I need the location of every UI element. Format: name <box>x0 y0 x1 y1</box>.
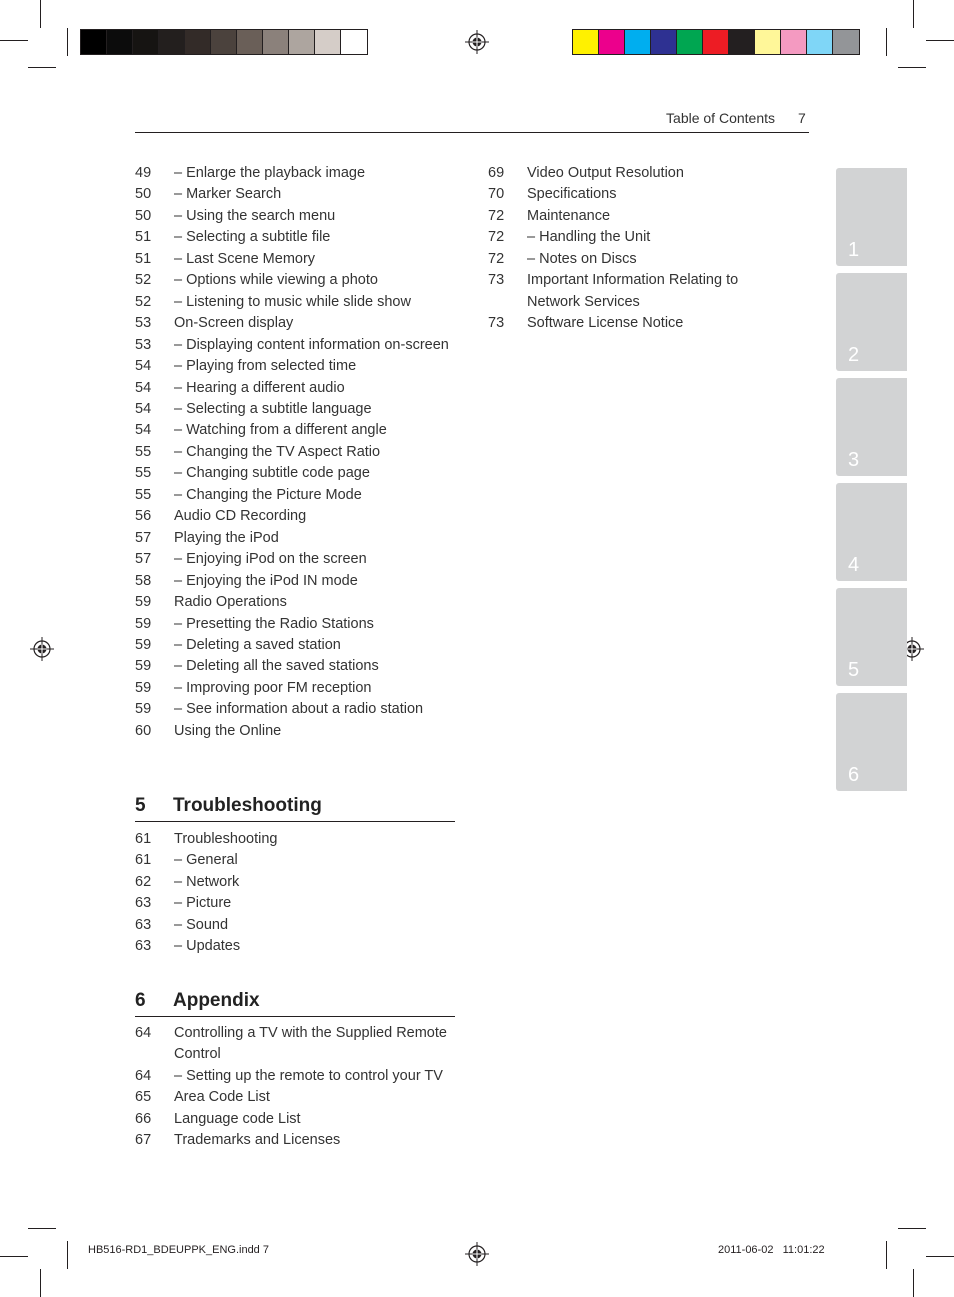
chapter-tab-4[interactable] <box>836 483 907 581</box>
toc-entry-title: Radio Operations <box>174 594 287 611</box>
toc-page-number: 59 <box>135 636 152 653</box>
crop-mark <box>40 1269 41 1297</box>
toc-entry[interactable] <box>135 1130 455 1151</box>
toc-page-number: 65 <box>135 1089 152 1106</box>
toc-entry-title: – Deleting a saved station <box>174 636 341 653</box>
crop-mark <box>40 0 41 28</box>
toc-entry-title: – Network <box>174 873 240 890</box>
toc-entry-title: – Sound <box>174 916 229 933</box>
toc-entry-title: Controlling a TV with the Supplied Remote Control <box>174 1025 447 1063</box>
toc-entry[interactable] <box>135 335 455 356</box>
toc-entry[interactable] <box>135 463 455 484</box>
crop-mark <box>886 1241 887 1269</box>
color-bar <box>572 29 860 55</box>
footer-filename: HB516-RD1_BDEUPPK_ENG.indd 7 <box>88 1244 269 1256</box>
toc-entry[interactable] <box>135 163 455 184</box>
registration-mark-icon <box>30 637 54 661</box>
toc-entry[interactable] <box>135 1087 455 1108</box>
toc-entry[interactable] <box>135 1023 455 1066</box>
registration-mark-icon <box>465 30 489 54</box>
color-swatch <box>599 30 625 54</box>
toc-entry-title: Trademarks and Licenses <box>174 1132 341 1149</box>
toc-entry[interactable] <box>135 485 455 506</box>
section-title: Appendix <box>173 990 260 1011</box>
toc-page-number: 64 <box>135 1067 152 1084</box>
color-swatch <box>133 30 159 54</box>
toc-entry-title: – Selecting a subtitle language <box>174 400 372 417</box>
toc-page-number: 63 <box>135 895 152 912</box>
toc-entry-title: – Changing the Picture Mode <box>174 486 362 503</box>
registration-mark-icon <box>465 1242 489 1266</box>
toc-entry[interactable] <box>135 656 455 677</box>
toc-entry[interactable] <box>135 420 455 441</box>
color-swatch <box>677 30 703 54</box>
toc-entry-title: Area Code List <box>174 1089 270 1106</box>
toc-page-number: 62 <box>135 873 152 890</box>
toc-entry-title: – Enjoying the iPod IN mode <box>174 572 358 589</box>
toc-page-number: 72 <box>488 207 505 224</box>
toc-entry-title: – Improving poor FM reception <box>174 679 372 696</box>
toc-page-number: 59 <box>135 658 152 675</box>
toc-page-number: 54 <box>135 358 152 375</box>
toc-page-number: 52 <box>135 272 152 289</box>
toc-entry[interactable] <box>135 1109 455 1130</box>
toc-entry-title: – Last Scene Memory <box>174 250 316 267</box>
toc-entry[interactable] <box>488 249 778 270</box>
chapter-tab-label: 4 <box>848 554 860 576</box>
toc-entry-title: – Deleting all the saved stations <box>174 658 379 675</box>
toc-section-troubleshooting <box>135 829 455 958</box>
toc-entry[interactable] <box>135 635 455 656</box>
toc-entry[interactable] <box>135 506 455 527</box>
toc-page-number: 60 <box>135 722 152 739</box>
toc-entry-title: – Playing from selected time <box>174 358 357 375</box>
toc-page-number: 66 <box>135 1110 152 1127</box>
toc-entry[interactable] <box>135 528 455 549</box>
toc-page-number: 57 <box>135 551 152 568</box>
toc-page-number: 63 <box>135 916 152 933</box>
toc-entry[interactable] <box>135 356 455 377</box>
chapter-tab-5[interactable] <box>836 588 907 686</box>
color-swatch <box>237 30 263 54</box>
toc-entry-title: Troubleshooting <box>174 831 278 847</box>
toc-page-number: 59 <box>135 701 152 718</box>
toc-entry-title: – Marker Search <box>174 186 282 203</box>
toc-entry[interactable] <box>135 614 455 635</box>
toc-page-number: 59 <box>135 594 152 611</box>
chapter-tab-label: 1 <box>848 239 860 261</box>
section-number: 5 <box>135 795 146 816</box>
toc-entry[interactable] <box>135 249 455 270</box>
crop-mark <box>926 40 954 41</box>
section-heading-troubleshooting <box>135 791 455 822</box>
crop-mark <box>0 40 28 41</box>
crop-mark <box>898 67 926 68</box>
crop-mark <box>67 28 68 56</box>
color-swatch <box>703 30 729 54</box>
section-title: Troubleshooting <box>173 795 322 816</box>
color-swatch <box>833 30 859 54</box>
toc-page-number: 61 <box>135 852 152 869</box>
color-swatch <box>107 30 133 54</box>
toc-entry[interactable] <box>488 227 778 248</box>
color-swatch <box>729 30 755 54</box>
section-heading-appendix <box>135 986 455 1017</box>
toc-page-number: 51 <box>135 250 152 267</box>
crop-mark <box>913 0 914 28</box>
toc-page-number: 50 <box>135 186 152 203</box>
grayscale-bar <box>80 29 368 55</box>
page-header-title: Table of Contents <box>666 110 775 126</box>
toc-entry-title: – Handling the Unit <box>527 229 651 246</box>
toc-page-number: 54 <box>135 379 152 396</box>
toc-page-number: 49 <box>135 165 152 181</box>
toc-entry[interactable] <box>135 592 455 613</box>
toc-entry[interactable] <box>135 872 455 893</box>
toc-entry[interactable] <box>135 850 455 871</box>
toc-page-number: 53 <box>135 315 152 332</box>
crop-mark <box>898 1228 926 1229</box>
toc-entry-title: Video Output Resolution <box>527 165 684 181</box>
toc-section-appendix <box>135 1023 455 1152</box>
crop-mark <box>28 67 56 68</box>
toc-entry[interactable] <box>488 184 778 205</box>
toc-page-number: 54 <box>135 400 152 417</box>
toc-page-number: 54 <box>135 422 152 439</box>
toc-page-number: 72 <box>488 250 505 267</box>
crop-mark <box>67 1241 68 1269</box>
toc-entry-title: – Changing subtitle code page <box>174 465 370 482</box>
toc-entry-title: Playing the iPod <box>174 529 279 546</box>
page-number: 7 <box>798 110 806 126</box>
crop-mark <box>0 1256 28 1257</box>
toc-page-number: 55 <box>135 443 152 460</box>
toc-page-number: 55 <box>135 486 152 503</box>
toc-page-number: 63 <box>135 938 152 955</box>
toc-entry[interactable] <box>135 292 455 313</box>
color-swatch <box>625 30 651 54</box>
color-swatch <box>651 30 677 54</box>
toc-entry-title: – General <box>174 852 238 869</box>
toc-page-number: 67 <box>135 1132 152 1149</box>
toc-entry-title: – Selecting a subtitle file <box>174 229 331 246</box>
toc-page-number: 55 <box>135 465 152 482</box>
toc-entry-title: – Listening to music while slide show <box>174 293 411 310</box>
toc-entry-title: – Using the search menu <box>174 207 336 224</box>
toc-entry-title: – Notes on Discs <box>527 250 637 267</box>
toc-entry-title: – Picture <box>174 895 232 912</box>
toc-page-number: 50 <box>135 207 152 224</box>
toc-entry[interactable] <box>135 270 455 291</box>
crop-mark <box>913 1269 914 1297</box>
toc-page-number: 52 <box>135 293 152 310</box>
toc-entry[interactable] <box>488 163 778 184</box>
toc-entry-title: Specifications <box>527 186 617 203</box>
toc-page-number: 59 <box>135 679 152 696</box>
toc-entry-title: – Enjoying iPod on the screen <box>174 551 367 568</box>
toc-entry[interactable] <box>135 378 455 399</box>
color-swatch <box>185 30 211 54</box>
toc-entry-title: – Presetting the Radio Stations <box>174 615 374 632</box>
toc-page-number: 56 <box>135 508 152 525</box>
toc-entry[interactable] <box>488 270 778 313</box>
toc-page-number: 72 <box>488 229 505 246</box>
toc-entry-title: Audio CD Recording <box>174 508 307 525</box>
toc-entry[interactable] <box>135 699 455 720</box>
toc-entry[interactable] <box>135 184 455 205</box>
color-swatch <box>81 30 107 54</box>
toc-entry[interactable] <box>135 1066 455 1087</box>
toc-entry-title: – Changing the TV Aspect Ratio <box>174 443 381 460</box>
toc-page-number: 64 <box>135 1025 152 1041</box>
toc-entry[interactable] <box>135 936 455 957</box>
crop-mark <box>28 1228 56 1229</box>
section-number: 6 <box>135 990 146 1011</box>
chapter-tab-label: 2 <box>848 344 860 366</box>
toc-page-number: 69 <box>488 165 505 181</box>
toc-entry[interactable] <box>135 915 455 936</box>
chapter-tab-6[interactable] <box>836 693 907 791</box>
toc-entry-title: On-Screen display <box>174 315 294 332</box>
toc-entry[interactable] <box>135 678 455 699</box>
toc-entry[interactable] <box>135 206 455 227</box>
crop-mark <box>926 1256 954 1257</box>
toc-entry-title: Maintenance <box>527 207 611 224</box>
toc-entry-title: Software License Notice <box>527 315 684 332</box>
chapter-tab-1[interactable] <box>836 168 907 266</box>
chapter-tab-label: 6 <box>848 764 860 786</box>
color-swatch <box>289 30 315 54</box>
toc-page-number: 70 <box>488 186 505 203</box>
chapter-tab-3[interactable] <box>836 378 907 476</box>
toc-entry[interactable] <box>135 399 455 420</box>
chapter-tab-label: 5 <box>848 659 860 681</box>
toc-entry-title: Using the Online <box>174 722 282 739</box>
toc-entry[interactable] <box>135 721 455 742</box>
toc-entry[interactable] <box>488 206 778 227</box>
toc-entry[interactable] <box>135 549 455 570</box>
toc-entry[interactable] <box>135 227 455 248</box>
toc-entry[interactable] <box>135 829 455 850</box>
toc-page-number: 73 <box>488 315 505 332</box>
toc-entry-title: – Displaying content information on-screen <box>174 336 449 353</box>
header-divider <box>135 132 809 133</box>
color-swatch <box>315 30 341 54</box>
toc-page-number: 57 <box>135 529 152 546</box>
toc-column-left <box>135 163 455 742</box>
toc-page-number: 58 <box>135 572 152 589</box>
color-swatch <box>807 30 833 54</box>
toc-entry[interactable] <box>135 571 455 592</box>
toc-entry[interactable] <box>135 313 455 334</box>
chapter-tab-label: 3 <box>848 449 860 471</box>
toc-entry-title: – Enlarge the playback image <box>174 165 366 181</box>
color-swatch <box>781 30 807 54</box>
toc-column-right <box>488 163 778 335</box>
color-swatch <box>573 30 599 54</box>
toc-entry-title: – See information about a radio station <box>174 701 424 718</box>
toc-entry-title: – Watching from a different angle <box>174 422 387 439</box>
toc-entry-title: – Setting up the remote to control your TV <box>174 1067 443 1084</box>
toc-page-number: 73 <box>488 272 505 289</box>
toc-entry-title: Important Information Relating to Network Services <box>527 272 739 310</box>
toc-entry[interactable] <box>135 442 455 463</box>
toc-entry[interactable] <box>135 893 455 914</box>
color-swatch <box>263 30 289 54</box>
toc-page-number: 51 <box>135 229 152 246</box>
toc-entry-title: – Updates <box>174 938 241 955</box>
toc-entry-title: – Options while viewing a photo <box>174 272 378 289</box>
toc-entry-title: – Hearing a different audio <box>174 379 345 396</box>
crop-mark <box>886 28 887 56</box>
toc-page-number: 53 <box>135 336 152 353</box>
footer-timestamp: 2011-06-02 11:01:22 <box>718 1244 825 1256</box>
toc-entry[interactable] <box>488 313 778 334</box>
toc-entry-title: Language code List <box>174 1110 301 1127</box>
color-swatch <box>755 30 781 54</box>
color-swatch <box>211 30 237 54</box>
toc-page-number: 61 <box>135 831 152 847</box>
chapter-tab-2[interactable] <box>836 273 907 371</box>
color-swatch <box>159 30 185 54</box>
color-swatch <box>341 30 367 54</box>
toc-page-number: 59 <box>135 615 152 632</box>
